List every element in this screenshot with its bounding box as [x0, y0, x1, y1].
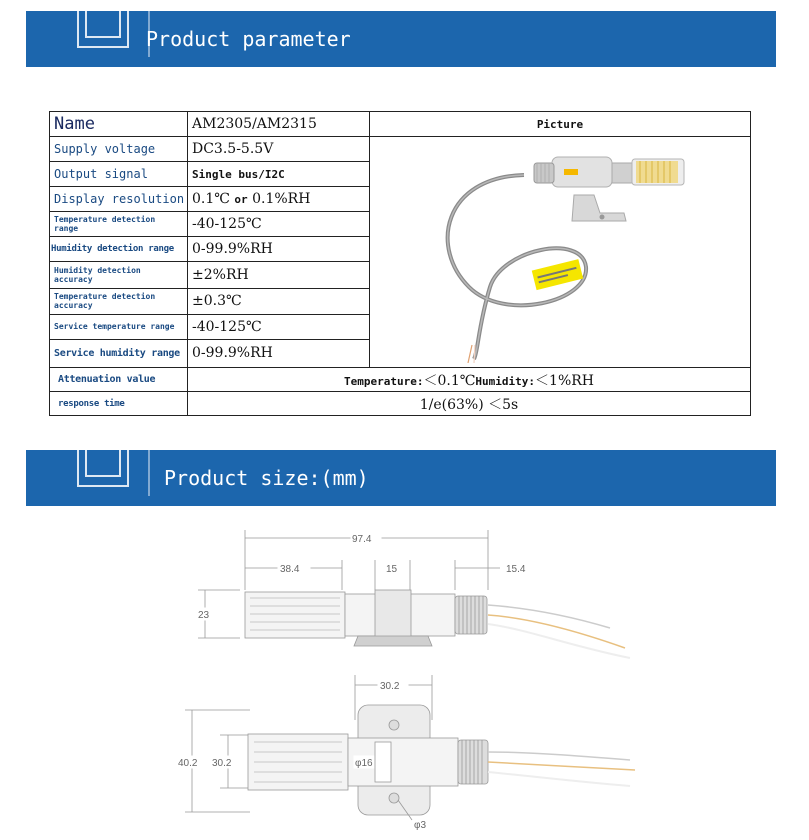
- row-label: Service humidity range: [50, 339, 188, 367]
- attenuation-humidity-label: Humidity:: [475, 374, 536, 388]
- product-picture-cell: [370, 137, 751, 368]
- table-header-row: [50, 112, 751, 137]
- row-label: Temperature detection range: [50, 212, 188, 237]
- row-value: -40-125℃: [188, 212, 370, 237]
- row-label: response time: [50, 392, 188, 416]
- resolution-temp: 0.1℃: [192, 191, 230, 208]
- dim-height: 23: [198, 610, 210, 621]
- row-label: Temperature detection accuracy: [50, 288, 188, 314]
- row-value: -40-125℃: [188, 314, 370, 339]
- dimension-drawing: [170, 520, 650, 835]
- name-header: Name: [50, 112, 188, 137]
- row-value: Single bus/I2C: [188, 162, 370, 187]
- row-value: 0-99.9%RH: [188, 339, 370, 367]
- row-value: 0-99.9%RH: [188, 237, 370, 262]
- product-size-banner: [26, 450, 776, 506]
- row-label: Attenuation value: [50, 368, 188, 392]
- table-row: [50, 137, 751, 162]
- attenuation-humidity-value: ＜1%RH: [535, 372, 594, 389]
- resolution-or: or: [234, 193, 248, 207]
- response-value: 1/e(63%) ＜5s: [188, 392, 751, 416]
- row-label: Display resolution: [50, 187, 188, 212]
- dim-total-length: 97.4: [352, 534, 372, 545]
- attenuation-temp-label: Temperature:: [344, 374, 424, 388]
- row-value: [188, 187, 370, 212]
- dim-bracket-length: 30.2: [380, 681, 400, 692]
- row-value: DC3.5-5.5V: [188, 137, 370, 162]
- bracket-logo-icon: [48, 450, 158, 506]
- table-row: [50, 392, 751, 416]
- attenuation-temp-value: ＜0.1℃: [423, 372, 476, 389]
- model-value: AM2305/AM2315: [188, 112, 370, 137]
- dim-probe-diameter: φ16: [355, 758, 373, 769]
- row-label: Supply voltage: [50, 137, 188, 162]
- row-value: ±0.3℃: [188, 288, 370, 314]
- bracket-logo-icon: [48, 11, 158, 67]
- resolution-humidity: 0.1%RH: [252, 191, 311, 208]
- dim-nut-length: 15.4: [506, 564, 526, 575]
- dim-probe-length: 38.4: [280, 564, 300, 575]
- dim-inner-height: 30.2: [212, 758, 232, 769]
- picture-header: Picture: [370, 112, 751, 137]
- attenuation-value: [188, 368, 751, 392]
- sensor-photo: [374, 137, 751, 363]
- product-parameter-banner: [26, 11, 776, 67]
- section-title: Product size:(mm): [164, 466, 369, 490]
- row-label: Output signal: [50, 162, 188, 187]
- table-row: [50, 368, 751, 392]
- dim-hole-diameter: φ3: [414, 820, 427, 831]
- dim-overall-height: 40.2: [178, 758, 198, 769]
- dim-bracket-width: 15: [386, 564, 398, 575]
- row-label: Humidity detection accuracy: [50, 262, 188, 288]
- row-value: ±2%RH: [188, 262, 370, 288]
- section-title: Product parameter: [146, 27, 351, 51]
- row-label: Humidity detection range: [50, 237, 188, 262]
- row-label: Service temperature range: [50, 314, 188, 339]
- parameter-table: [49, 111, 751, 416]
